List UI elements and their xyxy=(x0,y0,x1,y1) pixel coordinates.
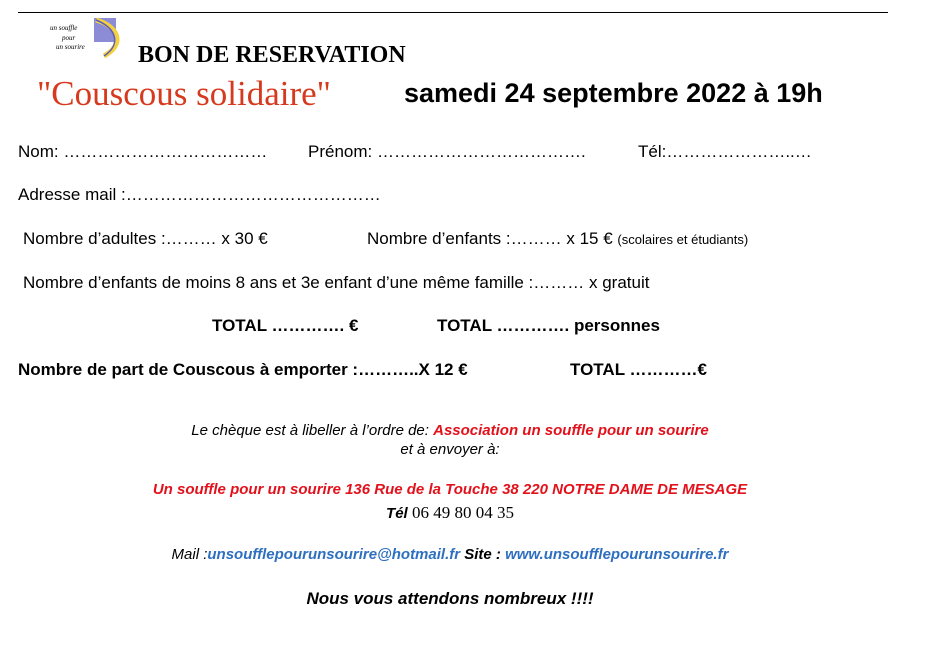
phone-number: 06 49 80 04 35 xyxy=(407,503,514,522)
emporter-field[interactable]: Nombre de part de Couscous à emporter :………..X 12 € xyxy=(18,360,468,379)
enfants-field[interactable] xyxy=(367,229,748,249)
site-label: Site : xyxy=(460,546,506,563)
event-name: "Couscous solidaire" xyxy=(37,74,331,113)
tel-field[interactable]: Tél:…………………..… xyxy=(638,142,812,161)
postal-address: Un souffle pour un sourire 136 Rue de la Touche 38 220 NOTRE DAME DE MESAGE xyxy=(152,481,748,498)
cheque-line xyxy=(0,422,900,439)
page-title: BON DE RESERVATION xyxy=(138,42,406,68)
closing-message: Nous vous attendons nombreux !!!! xyxy=(306,589,594,608)
total-euro: TOTAL …………. € xyxy=(212,316,359,335)
event-date: samedi 24 septembre 2022 à 19h xyxy=(404,78,823,108)
logo-text-2: pour xyxy=(62,34,76,42)
association-logo xyxy=(46,16,128,64)
total-emporter: TOTAL …………€ xyxy=(570,360,707,379)
enfants-note: (scolaires et étudiants) xyxy=(617,232,749,247)
cheque-association: Association un souffle pour un sourire xyxy=(433,422,709,439)
total-personnes: TOTAL …………. personnes xyxy=(437,316,660,335)
mail-link[interactable]: unsoufflepourunsourire@hotmail.fr xyxy=(207,546,461,563)
cheque-prefix: Le chèque est à libeller à l’ordre de: xyxy=(191,422,434,439)
email-field[interactable]: Adresse mail :……………………………………… xyxy=(18,185,381,204)
nom-field[interactable]: Nom: ……………………………… xyxy=(18,142,268,161)
logo-text-3: un sourire xyxy=(56,43,85,51)
adultes-field[interactable]: Nombre d’adultes :……… x 30 € xyxy=(23,229,268,248)
envoyer-line: et à envoyer à: xyxy=(400,441,500,458)
moins8-field[interactable]: Nombre d’enfants de moins 8 ans et 3e enfant d’une même famille :……… x gratuit xyxy=(23,273,650,292)
top-rule xyxy=(18,12,888,13)
phone-label: Tél xyxy=(386,505,408,522)
prenom-field[interactable]: Prénom: ………………………………. xyxy=(308,142,586,161)
contact-line xyxy=(0,546,900,563)
mail-label: Mail : xyxy=(171,546,208,563)
phone-line xyxy=(0,503,900,523)
logo-text-1: un souffle xyxy=(50,24,78,32)
site-link[interactable]: www.unsoufflepourunsourire.fr xyxy=(505,546,729,563)
enfants-label: Nombre d’enfants :……… x 15 € xyxy=(367,229,613,248)
